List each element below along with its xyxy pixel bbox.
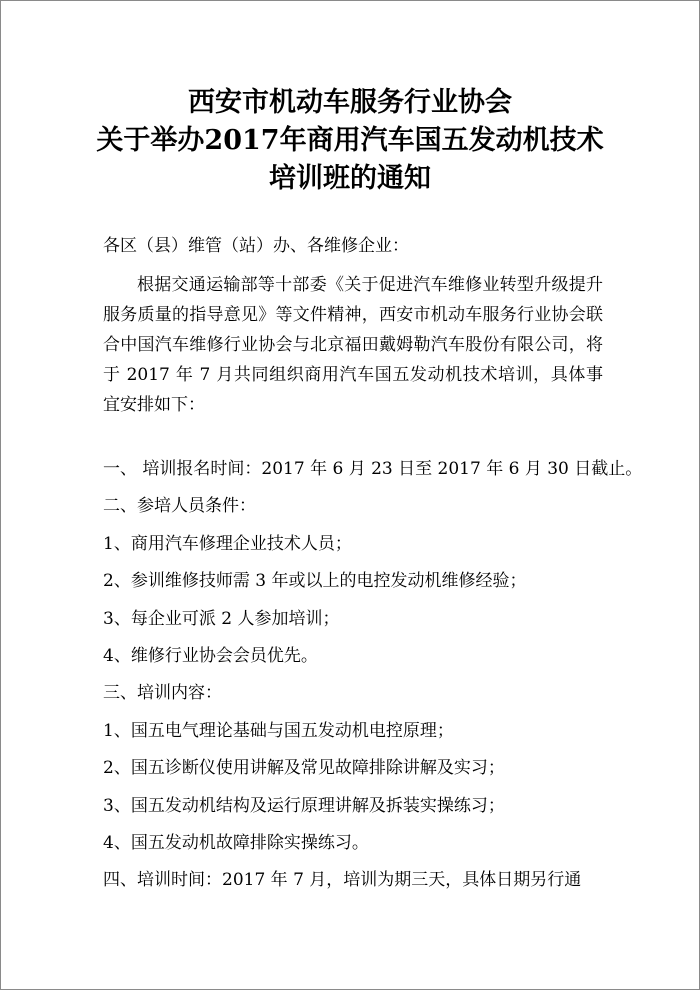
title-line-2: 关于举办2017年商用汽车国五发动机技术 (96, 125, 604, 156)
participant-item-2: 2、参训维修技师需 3 年或以上的电控发动机维修经验； (103, 571, 527, 591)
document-title (0, 84, 700, 198)
section-participant-heading: 二、参培人员条件： (103, 496, 256, 516)
title-line-1: 西安市机动车服务行业协会 (188, 87, 512, 118)
salutation: 各区（县）维管（站）办、各维修企业： (103, 236, 409, 256)
section-content-heading: 三、培训内容： (103, 683, 222, 703)
participant-item-3: 3、每企业可派 2 人参加培训； (103, 609, 340, 629)
section-registration-time: 一、 培训报名时间：2017 年 6 月 23 日至 2017 年 6 月 30 日截止。 (103, 459, 643, 479)
title-line-3: 培训班的通知 (269, 163, 431, 194)
content-item-1: 1、国五电气理论基础与国五发动机电控原理； (103, 721, 454, 741)
content-item-3: 3、国五发动机结构及运行原理讲解及拆装实操练习； (103, 796, 505, 816)
participant-item-1: 1、商用汽车修理企业技术人员； (103, 534, 352, 554)
section-training-time: 四、培训时间：2017 年 7 月，培训为期三天，具体日期另行通 (103, 870, 582, 890)
content-item-4: 4、国五发动机故障排除实操练习。 (103, 833, 369, 853)
participant-item-4: 4、维修行业协会会员优先。 (103, 646, 318, 666)
intro-paragraph: 根据交通运输部等十部委《关于促进汽车维修业转型升级提升服务质量的指导意见》等文件精神，西安市机动车服务行业协会联合中国汽车维修行业协会与北京福田戴姆勒汽车股份有限公司，将于 2017 年 7 月共同组织商用汽车国五发动机技术培训，具体事宜安排如下： (103, 275, 603, 415)
content-item-2: 2、国五诊断仪使用讲解及常见故障排除讲解及实习； (103, 758, 505, 778)
